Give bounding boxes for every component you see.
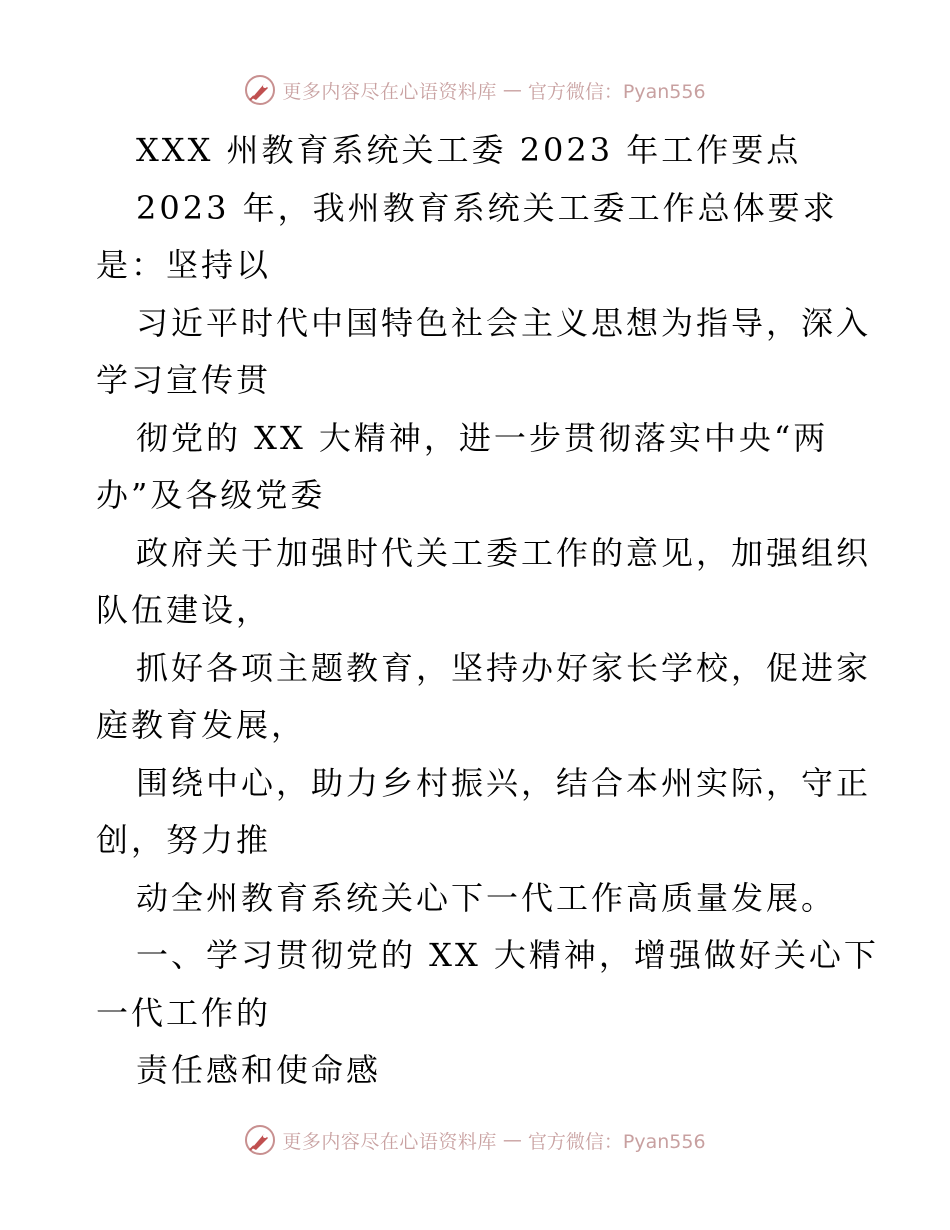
watermark-banner-top bbox=[0, 70, 950, 110]
document-line: 动全州教育系统关心下一代工作高质量发展。 bbox=[136, 878, 837, 917]
watermark-contact: 官方微信：Pyan556 bbox=[527, 1130, 706, 1153]
document-body bbox=[96, 122, 879, 1100]
watermark-text: 更多内容尽在心语资料库 bbox=[282, 80, 497, 103]
document-line: 一代工作的 bbox=[96, 993, 272, 1032]
document-line: 抓好各项主题教育，坚持办好家长学校，促进家 bbox=[136, 648, 872, 687]
document-line: 责任感和使命感 bbox=[136, 1051, 382, 1089]
document-line: 政府关于加强时代关工委工作的意见，加强组织 bbox=[136, 533, 872, 572]
document-line: 创，努力推 bbox=[96, 821, 272, 859]
document-line: 庭教育发展， bbox=[96, 706, 307, 744]
document-line: 学习宣传贯 bbox=[96, 361, 272, 399]
document-line: 围绕中心，助力乡村振兴，结合本州实际，守正 bbox=[136, 763, 872, 802]
watermark-banner-bottom bbox=[0, 1120, 950, 1160]
pen-nib-logo-icon bbox=[244, 74, 276, 106]
watermark-separator: — bbox=[502, 1129, 522, 1151]
pen-nib-logo-icon bbox=[244, 1124, 276, 1156]
document-line: 是：坚持以 bbox=[96, 246, 272, 284]
watermark-separator: — bbox=[502, 79, 522, 101]
document-line: XXX 州教育系统关工委 2023 年工作要点 bbox=[136, 131, 802, 169]
watermark-contact: 官方微信：Pyan556 bbox=[527, 80, 706, 103]
document-line: 2023 年，我州教育系统关工委工作总体要求 bbox=[136, 188, 838, 227]
watermark-text: 更多内容尽在心语资料库 bbox=[282, 1130, 497, 1153]
document-line: 队伍建设， bbox=[96, 591, 272, 629]
document-line: 习近平时代中国特色社会主义思想为指导，深入 bbox=[136, 303, 872, 342]
document-line: 一、学习贯彻党的 XX 大精神，增强做好关心下 bbox=[136, 936, 879, 974]
document-line: 办”及各级党委 bbox=[96, 476, 326, 514]
document-line: 彻党的 XX 大精神，进一步贯彻落实中央“两 bbox=[136, 418, 829, 457]
